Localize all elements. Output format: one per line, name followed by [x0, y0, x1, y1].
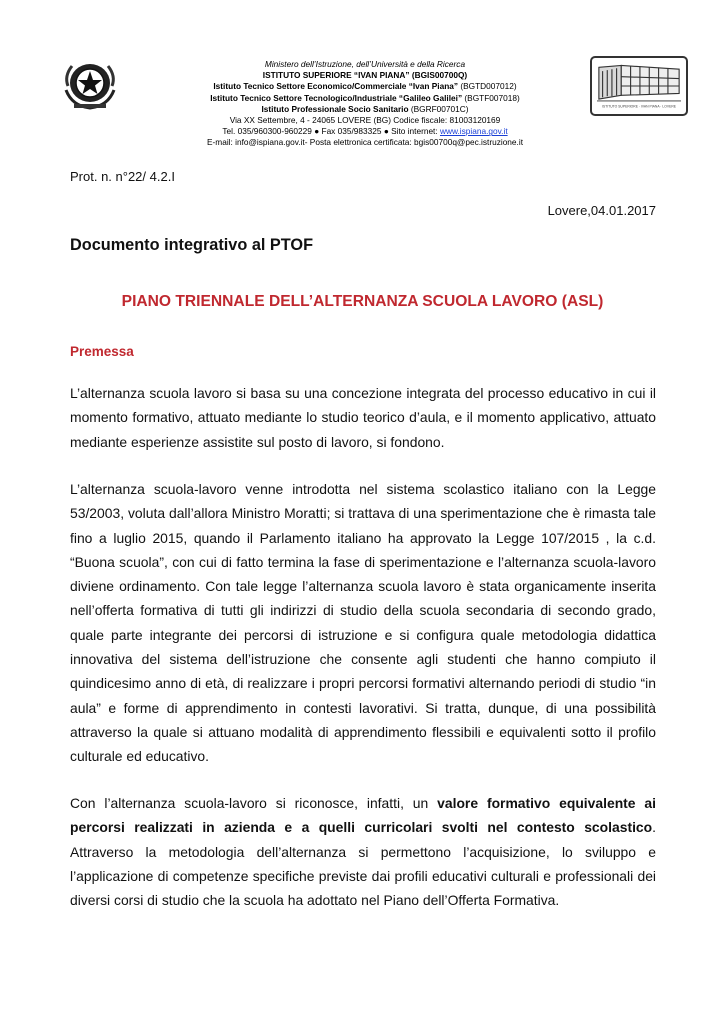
document-title: Documento integrativo al PTOF — [70, 236, 314, 254]
email-line: E-mail: info@ispiana.gov.it- Posta elettronica certificata: bgis00700q@pec.istruzione.it — [207, 137, 523, 148]
highlighted-statement: valore formativo equivalente ai percorsi realizzati in azienda e a quelli curricolari svolti nel contesto scolastico — [70, 795, 656, 836]
protocol-number: Prot. n. n°22/ 4.2.I — [70, 169, 175, 184]
website-link[interactable]: www.ispiana.gov.it — [439, 126, 508, 137]
italian-republic-emblem-icon — [60, 56, 120, 112]
institute-branch-2: Istituto Tecnico Settore Tecnologico/Industriale “Galileo Galilei” (BGTF007018) — [210, 92, 520, 103]
institute-branch-3: Istituto Professionale Socio Sanitario (BGRF00701C) — [261, 103, 469, 114]
paragraph-1: L’alternanza scuola lavoro si basa su una concezione integrata del processo educativo in cui il momento formativo, attuato mediante lo studio teorico d’aula, e il momento applicativo, attuato mediante esperienze assistite sul posto di lavoro, si fondono. — [70, 385, 656, 450]
paragraph-3: Con l’alternanza scuola-lavoro si riconosce, infatti, un valore formativo equivalente ai percorsi realizzati in azienda e a quelli curricolari svolti nel contesto scolastico. Attraverso la metodologia dell’alternanza si permettono l’acquisizione, lo sviluppo e l’applicazione di competenze specifiche previste dai profili educativi culturali e professionali dei diversi corsi di studio che la scuola ha adottato nel Piano dell’Offerta Formativa. — [70, 795, 656, 909]
paragraph-2: L’alternanza scuola-lavoro venne introdotta nel sistema scolastico italiano con la Legge 53/2003, voluta dall’allora Ministro Moratti; si trattava di una sperimentazione che è rimasta tale fino a luglio 2015, quando il Parlamento italiano ha approvato la Legge 107/2015 , la c.d. “Buona scuola”, con cui di fatto termina la fase di sperimentazione e l’alternanza scuola-lavoro diviene ordinamento. Con tale legge l’alternanza scuola lavoro è stata organicamente inserita nell’offerta formativa di tutti gli indirizzi di studio della scuola secondaria di secondo grado, quale parte integrante dei percorsi di istruzione e si configura quale metodologia didattica innovativa del sistema dell’istruzione che consente agli studenti che hanno compiuto il quindicesimo anno di età, di realizzare i propri percorsi formativi alternando periodi di studio “in aula” e forme di apprendimento in contesti lavorativi. Si tratta, dunque, di una possibilità attraverso la quale si attuano modalità di apprendimento flessibili e equivalenti sotto il profilo culturale ed educativo. — [70, 481, 656, 765]
svg-text:ISTITUTO SUPERIORE · IVAN PIAN: ISTITUTO SUPERIORE · IVAN PIANA · LOVERE — [602, 104, 676, 109]
school-building-logo-icon — [590, 56, 688, 116]
institute-branch-1: Istituto Tecnico Settore Economico/Commerciale “Ivan Piana” (BGTD007012) — [213, 81, 517, 92]
ministry-line: Ministero dell’Istruzione, dell’Università e della Ricerca — [264, 59, 466, 69]
main-heading: PIANO TRIENNALE DELL’ALTERNANZA SCUOLA LAVORO (ASL) — [121, 293, 604, 310]
section-heading-premessa: Premessa — [70, 344, 134, 359]
place-and-date: Lovere,04.01.2017 — [547, 203, 656, 218]
institute-name: ISTITUTO SUPERIORE “IVAN PIANA” (BGIS00700Q) — [262, 70, 468, 81]
letterhead — [155, 59, 575, 149]
contacts-line: Tel. 035/960300-960229 ● Fax 035/983325 ● Sito internet: www.ispiana.gov.it — [222, 126, 508, 137]
address-line: Via XX Settembre, 4 - 24065 LOVERE (BG) Codice fiscale: 81003120169 — [229, 115, 501, 126]
